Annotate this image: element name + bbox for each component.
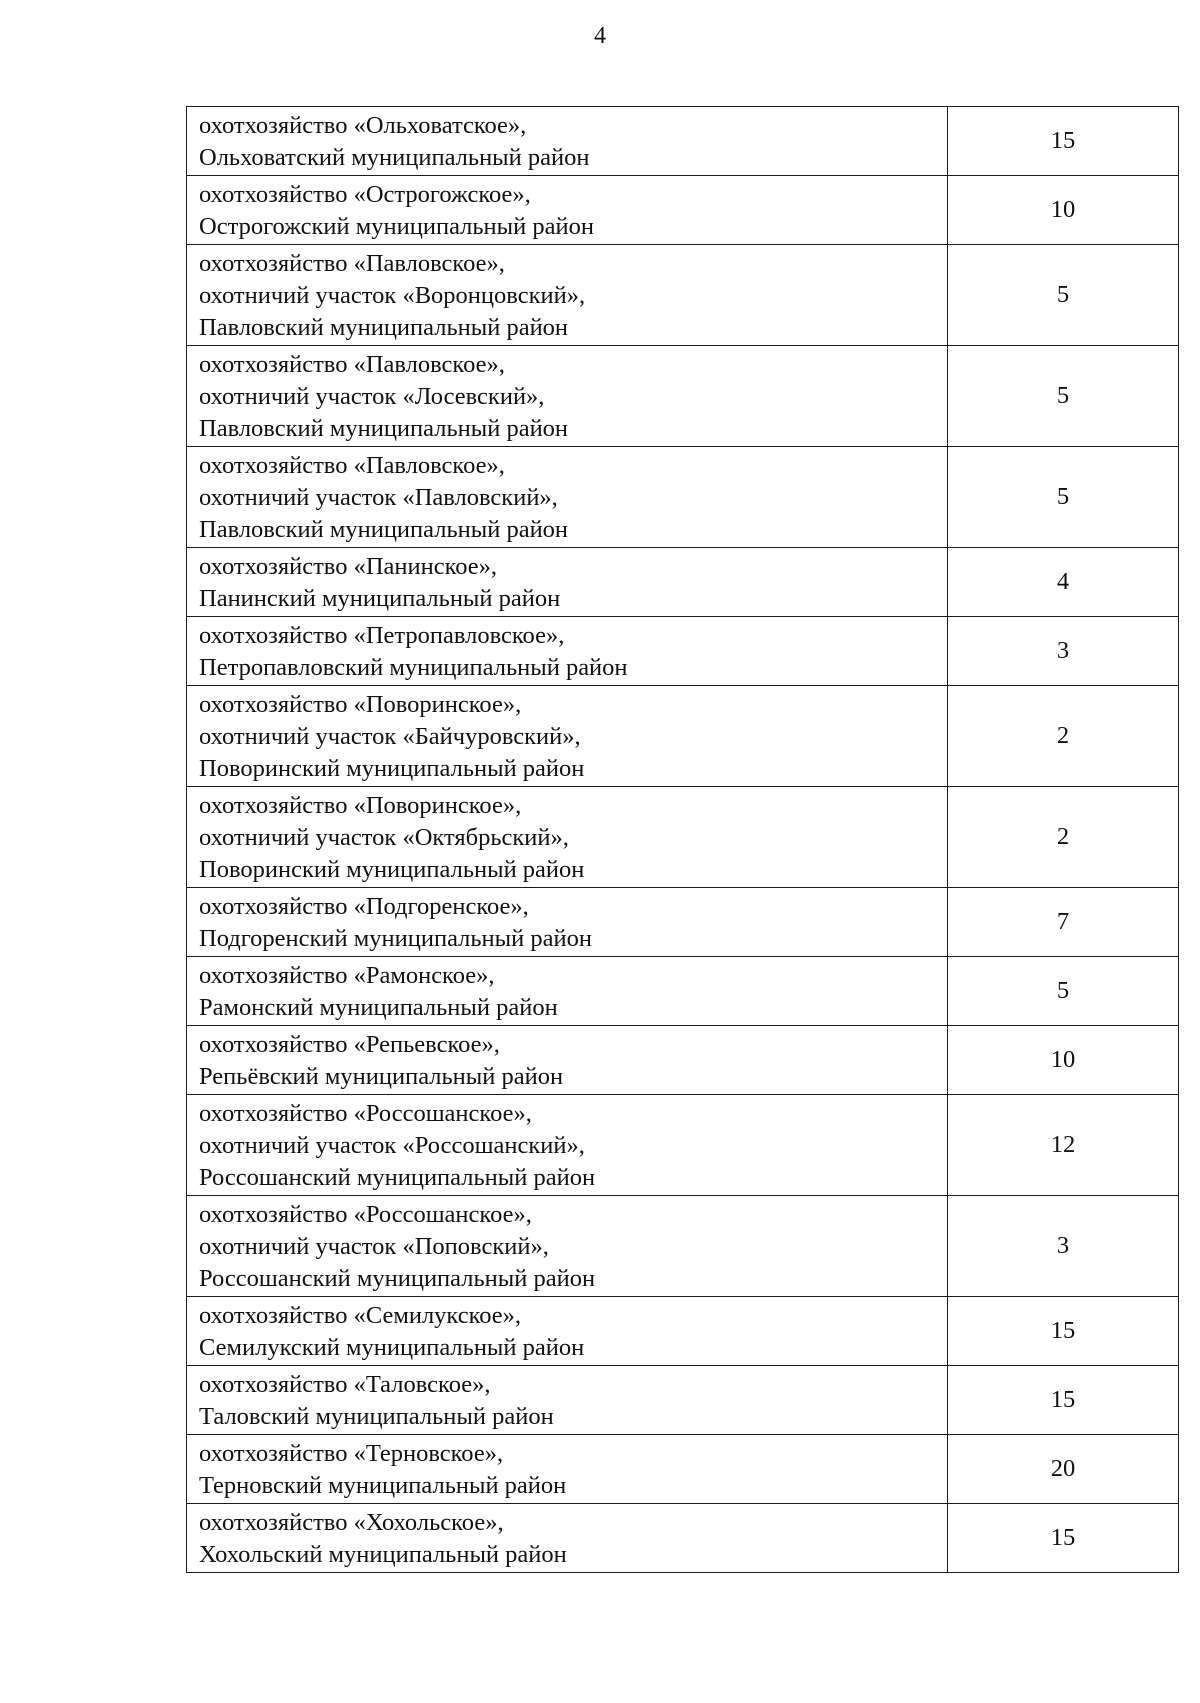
hunting-ground-name-cell <box>187 245 948 346</box>
table-row <box>187 1095 1179 1196</box>
hunting-ground-name-line: охотхозяйство «Острогожское», <box>199 181 531 208</box>
table-row <box>187 176 1179 245</box>
hunting-ground-name-cell <box>187 447 948 548</box>
hunting-ground-name-line: Семилукский муниципальный район <box>199 1334 585 1361</box>
table-row <box>187 1297 1179 1366</box>
hunting-ground-name-line: охотничий участок «Байчуровский», <box>199 723 581 750</box>
table-row <box>187 1366 1179 1435</box>
hunting-ground-name-line: охотхозяйство «Павловское», <box>199 452 505 479</box>
hunting-ground-name-line: охотхозяйство «Хохольское», <box>199 1509 504 1536</box>
table-row <box>187 548 1179 617</box>
hunting-ground-name-line: Павловский муниципальный район <box>199 415 569 442</box>
hunting-ground-name-line: охотничий участок «Поповский», <box>199 1233 549 1260</box>
hunting-ground-name-line: охотхозяйство «Петропавловское», <box>199 622 565 649</box>
hunting-ground-name-cell <box>187 888 948 957</box>
hunting-quota-table <box>186 106 1179 1573</box>
hunting-ground-name-line: Панинский муниципальный район <box>199 585 561 612</box>
quota-value-cell: 10 <box>948 1026 1179 1095</box>
table-row <box>187 787 1179 888</box>
hunting-ground-name-cell <box>187 1297 948 1366</box>
hunting-ground-name-cell <box>187 107 948 176</box>
hunting-ground-name-line: охотхозяйство «Поворинское», <box>199 792 522 819</box>
hunting-ground-name-line: Россошанский муниципальный район <box>199 1265 596 1292</box>
quota-value-cell: 2 <box>948 686 1179 787</box>
hunting-ground-name-line: охотхозяйство «Репьевское», <box>199 1031 500 1058</box>
table-row <box>187 888 1179 957</box>
hunting-ground-name-line: Россошанский муниципальный район <box>199 1164 596 1191</box>
hunting-ground-name-line: охотхозяйство «Панинское», <box>199 553 498 580</box>
quota-value-cell: 15 <box>948 1504 1179 1573</box>
hunting-ground-name-line: охотхозяйство «Таловское», <box>199 1371 491 1398</box>
hunting-ground-name-line: охотхозяйство «Семилукское», <box>199 1302 522 1329</box>
hunting-ground-name-cell <box>187 548 948 617</box>
table-row <box>187 617 1179 686</box>
hunting-ground-name-line: Терновский муниципальный район <box>199 1472 567 1499</box>
hunting-ground-name-line: Ольховатский муниципальный район <box>199 144 590 171</box>
hunting-ground-name-line: охотничий участок «Воронцовский», <box>199 282 586 309</box>
hunting-ground-name-cell <box>187 617 948 686</box>
table-row <box>187 245 1179 346</box>
table-row <box>187 1196 1179 1297</box>
quota-value-cell: 4 <box>948 548 1179 617</box>
table-row <box>187 346 1179 447</box>
table-row <box>187 1026 1179 1095</box>
table-body <box>187 107 1179 1573</box>
hunting-ground-name-line: Репьёвский муниципальный район <box>199 1063 564 1090</box>
quota-value-cell: 12 <box>948 1095 1179 1196</box>
hunting-ground-name-line: Поворинский муниципальный район <box>199 856 585 883</box>
quota-value-cell: 15 <box>948 107 1179 176</box>
table-row <box>187 1435 1179 1504</box>
hunting-ground-name-line: охотничий участок «Павловский», <box>199 484 558 511</box>
hunting-ground-name-line: охотхозяйство «Россошанское», <box>199 1100 532 1127</box>
hunting-ground-name-cell <box>187 1435 948 1504</box>
quota-value-cell: 10 <box>948 176 1179 245</box>
hunting-ground-name-cell <box>187 346 948 447</box>
hunting-ground-name-cell <box>187 176 948 245</box>
hunting-ground-name-line: Хохольский муниципальный район <box>199 1541 567 1568</box>
hunting-ground-name-line: Подгоренский муниципальный район <box>199 925 592 952</box>
hunting-ground-name-line: охотхозяйство «Рамонское», <box>199 962 495 989</box>
quota-value-cell: 7 <box>948 888 1179 957</box>
hunting-ground-name-cell <box>187 1095 948 1196</box>
hunting-ground-name-cell <box>187 1026 948 1095</box>
hunting-ground-name-line: Поворинский муниципальный район <box>199 755 585 782</box>
quota-value-cell: 3 <box>948 1196 1179 1297</box>
quota-value-cell: 5 <box>948 346 1179 447</box>
hunting-ground-name-line: охотничий участок «Лосевский», <box>199 383 545 410</box>
hunting-ground-name-cell <box>187 1504 948 1573</box>
hunting-ground-name-line: охотхозяйство «Терновское», <box>199 1440 504 1467</box>
hunting-ground-name-line: охотхозяйство «Россошанское», <box>199 1201 532 1228</box>
hunting-ground-name-line: Острогожский муниципальный район <box>199 213 594 240</box>
hunting-ground-name-line: охотхозяйство «Поворинское», <box>199 691 522 718</box>
hunting-ground-name-cell <box>187 1196 948 1297</box>
table-row <box>187 686 1179 787</box>
quota-value-cell: 3 <box>948 617 1179 686</box>
hunting-ground-name-cell <box>187 686 948 787</box>
quota-value-cell: 2 <box>948 787 1179 888</box>
page-number: 4 <box>594 23 606 49</box>
hunting-ground-name-cell <box>187 957 948 1026</box>
quota-value-cell: 15 <box>948 1297 1179 1366</box>
hunting-ground-name-line: Таловский муниципальный район <box>199 1403 554 1430</box>
hunting-ground-name-line: Павловский муниципальный район <box>199 516 569 543</box>
hunting-ground-name-line: охотничий участок «Октябрьский», <box>199 824 569 851</box>
hunting-ground-name-line: Павловский муниципальный район <box>199 314 569 341</box>
hunting-ground-name-line: охотхозяйство «Ольховатское», <box>199 112 527 139</box>
hunting-ground-name-line: охотхозяйство «Павловское», <box>199 351 505 378</box>
hunting-ground-name-line: охотхозяйство «Подгоренское», <box>199 893 529 920</box>
hunting-ground-name-line: Петропавловский муниципальный район <box>199 654 628 681</box>
table-row <box>187 1504 1179 1573</box>
quota-value-cell: 5 <box>948 245 1179 346</box>
quota-value-cell: 5 <box>948 447 1179 548</box>
table-row <box>187 107 1179 176</box>
hunting-ground-name-line: Рамонский муниципальный район <box>199 994 558 1021</box>
table-row <box>187 957 1179 1026</box>
hunting-ground-name-cell <box>187 1366 948 1435</box>
quota-value-cell: 5 <box>948 957 1179 1026</box>
quota-value-cell: 15 <box>948 1366 1179 1435</box>
table-row <box>187 447 1179 548</box>
hunting-ground-name-cell <box>187 787 948 888</box>
hunting-ground-name-line: охотхозяйство «Павловское», <box>199 250 505 277</box>
hunting-ground-name-line: охотничий участок «Россошанский», <box>199 1132 585 1159</box>
quota-value-cell: 20 <box>948 1435 1179 1504</box>
